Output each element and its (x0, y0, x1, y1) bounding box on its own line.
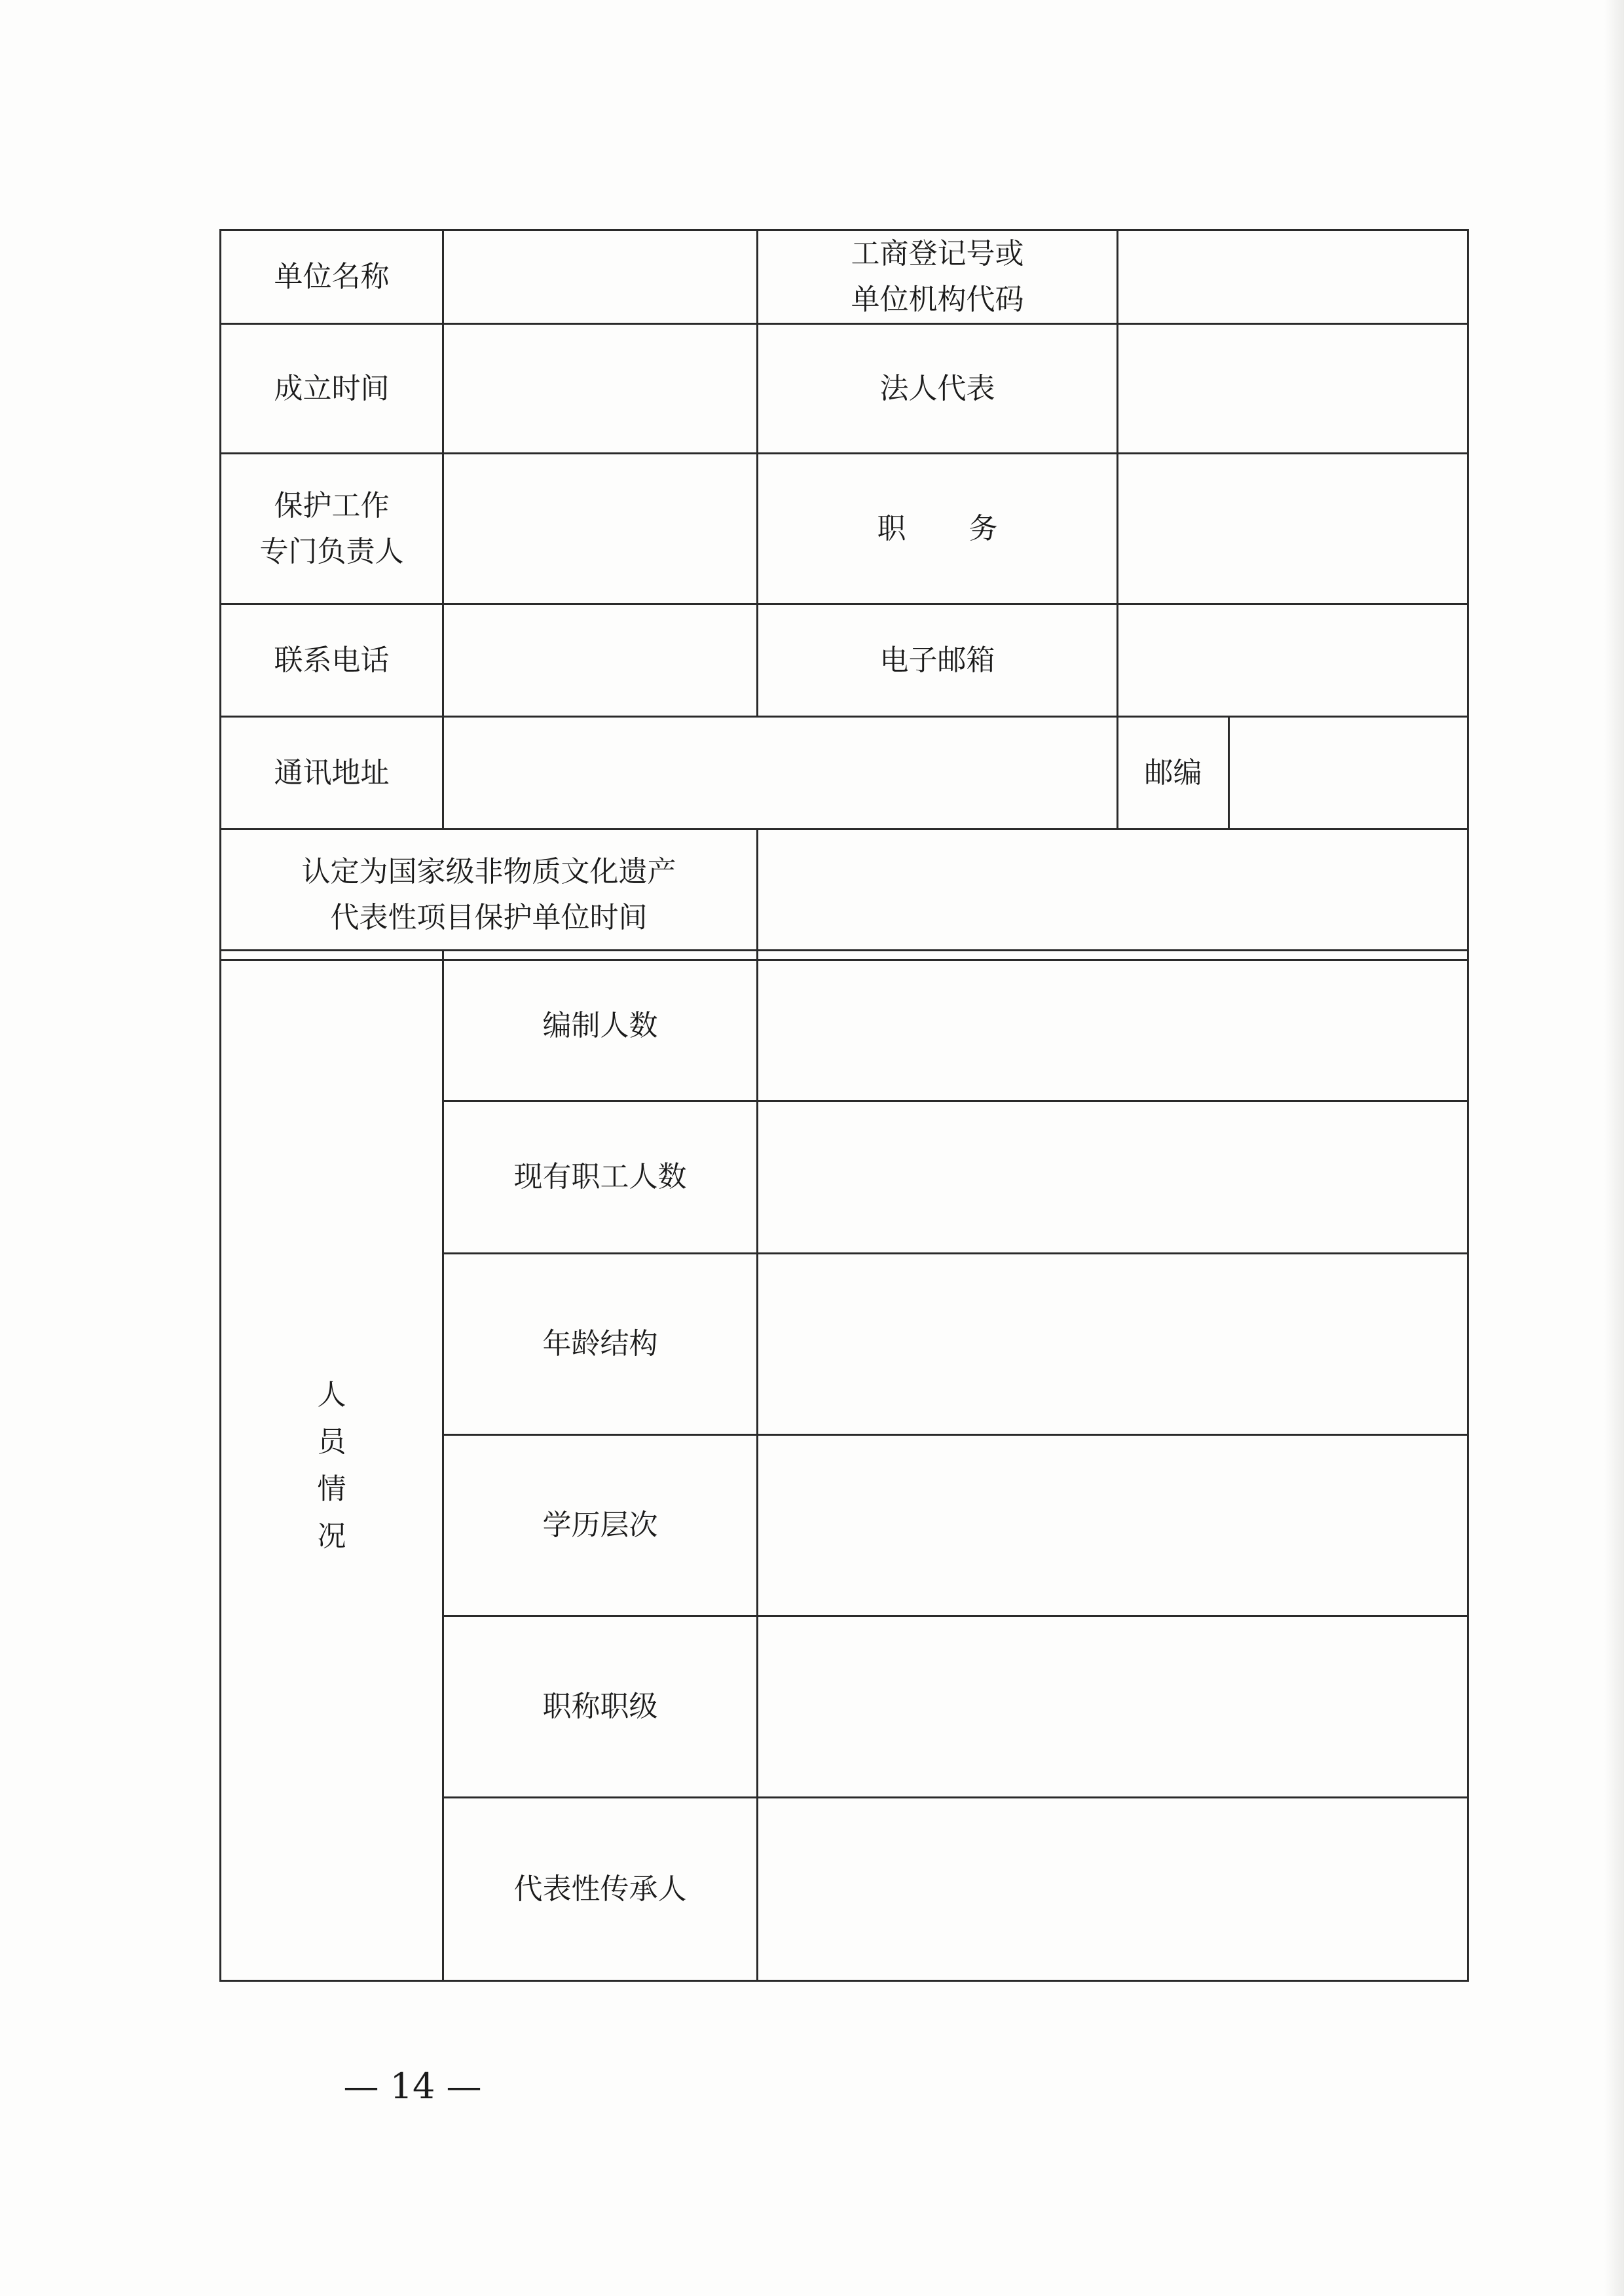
address-label: 通讯地址 (221, 717, 443, 829)
founded-field[interactable] (443, 324, 758, 454)
row-protector (221, 454, 1468, 604)
staff-label-char: 情 (317, 1472, 346, 1506)
reg-no-label-line2: 单位机构代码 (851, 283, 1024, 316)
row-unit-name (221, 230, 1468, 324)
staff-row-field[interactable] (758, 1435, 1468, 1616)
page-edge-shadow (1604, 0, 1624, 2296)
position-field[interactable] (1118, 454, 1468, 604)
address-field[interactable] (443, 717, 1118, 829)
staff-row-label: 代表性传承人 (443, 1798, 758, 1981)
postcode-label: 邮编 (1118, 717, 1229, 829)
staff-row-label: 学历层次 (443, 1435, 758, 1616)
position-label-text: 职务 (877, 511, 1061, 545)
row-recognized (221, 829, 1468, 960)
staff-row-label: 职称职级 (443, 1616, 758, 1798)
postcode-field[interactable] (1229, 717, 1468, 829)
staff-row-field[interactable] (758, 1101, 1468, 1254)
staff-row-label: 现有职工人数 (443, 1101, 758, 1254)
recognized-label (221, 829, 758, 960)
protector-label-line2: 专门负责人 (259, 534, 404, 568)
staff-row-field[interactable] (758, 951, 1468, 1101)
email-label: 电子邮箱 (758, 604, 1118, 717)
unit-name-field[interactable] (443, 230, 758, 324)
recognized-label-line1: 认定为国家级非物质文化遗产 (301, 854, 676, 888)
legal-rep-label: 法人代表 (758, 324, 1118, 454)
phone-label: 联系电话 (221, 604, 443, 717)
reg-no-label-line1: 工商登记号或 (851, 237, 1024, 270)
recognized-label-line2: 代表性项目保护单位时间 (330, 900, 648, 934)
staff-row-field[interactable] (758, 1254, 1468, 1435)
reg-no-field[interactable] (1118, 230, 1468, 324)
staff-label-char: 人 (317, 1377, 346, 1412)
staff-row-field[interactable] (758, 1616, 1468, 1798)
row-founded (221, 324, 1468, 454)
protector-field[interactable] (443, 454, 758, 604)
staff-section-label (221, 951, 443, 1981)
staff-label-char: 员 (317, 1425, 346, 1459)
legal-rep-field[interactable] (1118, 324, 1468, 454)
staff-row-label: 编制人数 (443, 951, 758, 1101)
email-field[interactable] (1118, 604, 1468, 717)
position-label (758, 454, 1118, 604)
staff-row-field[interactable] (758, 1798, 1468, 1981)
staff-row (221, 951, 1468, 1101)
row-address (221, 717, 1468, 829)
page-number: — 14 — (343, 2066, 482, 2107)
protector-label (221, 454, 443, 604)
reg-no-label (758, 230, 1118, 324)
staff-row-label: 年龄结构 (443, 1254, 758, 1435)
staff-table (219, 949, 1469, 1982)
phone-field[interactable] (443, 604, 758, 717)
staff-label-char: 况 (317, 1519, 346, 1553)
protector-label-line1: 保护工作 (274, 488, 390, 522)
staff-section-label-text (221, 1372, 442, 1560)
row-phone (221, 604, 1468, 717)
recognized-field[interactable] (758, 829, 1468, 960)
founded-label: 成立时间 (221, 324, 443, 454)
unit-name-label: 单位名称 (221, 230, 443, 324)
registration-form-table (219, 229, 1469, 961)
